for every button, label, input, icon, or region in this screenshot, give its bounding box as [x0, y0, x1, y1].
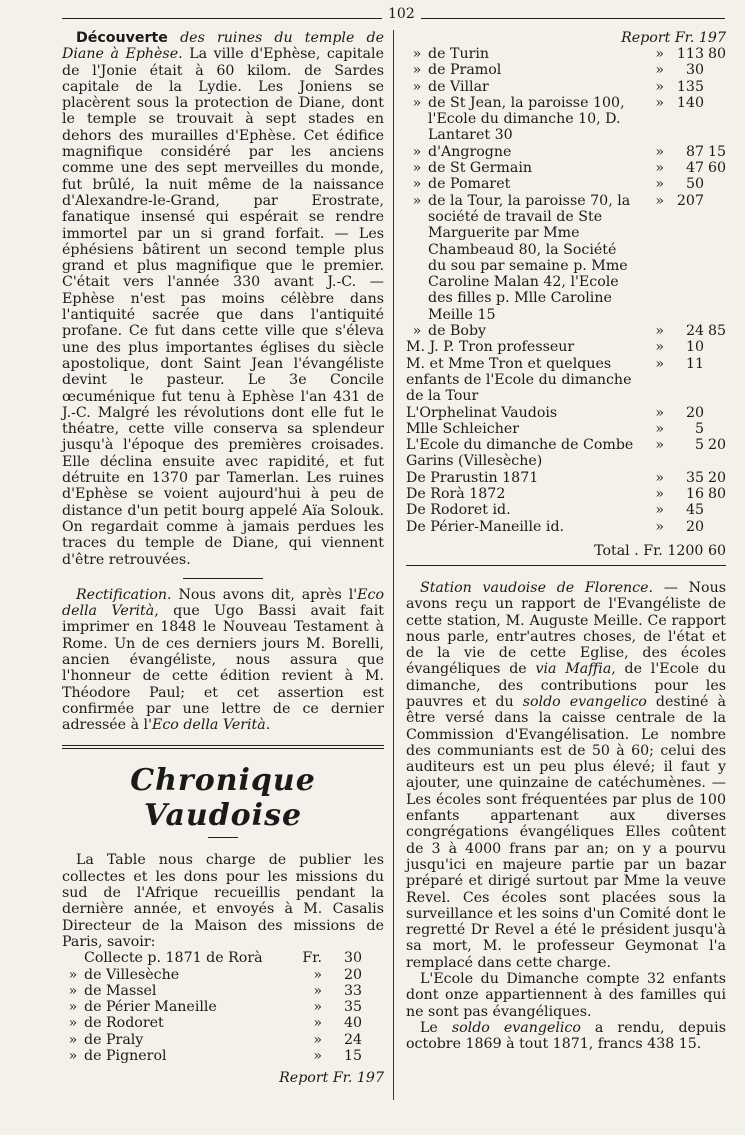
florence-text: , de l'Ecole du dimanche, des contributions pour les pauvres et du	[406, 661, 726, 710]
section-rule	[183, 578, 263, 579]
total-label: Total . Fr.	[594, 542, 663, 559]
list-row	[406, 339, 726, 355]
row-label: Mlle Schleicher	[406, 420, 520, 437]
row-label: de St Jean, la paroisse 100, l'Ecole du dimanche 10, D. Lantaret 30	[428, 94, 625, 144]
florence-title: Station vaudoise de Florence.	[420, 579, 653, 596]
row-label: de Rodoret	[84, 1015, 164, 1032]
row-mark: »	[412, 78, 422, 95]
row-mark: »	[412, 46, 422, 62]
row-amount: 35	[685, 469, 704, 486]
row-label: de Praly	[84, 1031, 144, 1048]
rectification-paragraph	[62, 587, 384, 734]
row-currency: »	[655, 62, 664, 79]
row-cents: 80	[707, 46, 726, 62]
row-label: de Pomaret	[428, 176, 511, 193]
row-amount: 20	[685, 518, 704, 535]
row-currency: »	[313, 1048, 322, 1065]
row-currency: »	[313, 999, 322, 1016]
row-currency: »	[313, 1031, 322, 1048]
row-label: de Pignerol	[84, 1048, 167, 1065]
row-label: de Villesèche	[84, 966, 180, 983]
article-subtitle: des ruines du temple de Diane à Ephèse.	[62, 30, 384, 63]
row-cents	[362, 1048, 384, 1064]
article-ephese	[62, 30, 384, 568]
article-body: La ville d'Ephèse, capitale de l'Jonie était à 60 kilom. de Sardes capitale de la Lydie. Les Joniens se placèrent sous la protection de Diane, dont le temple se trouvait à sept stades en dehors des murailles d'Ephèse. Cet édifice magnifique considéré par les anciens comme une des sept merveilles du monde, fut brûlé, la nuit même de la naissance d'Alexandre-le-Grand, par Erostrate, fanatique insensé qui espérait se rendre immortel par un si grand forfait. — Les éphésiens bâtirent un second temple plus grand et plus magnifique que le premier. C'était vers l'année 330 avant J.-C. — Ephèse n'est pas moins célèbre dans l'antiquité sacrée que dans l'antiquité profane. Ce fut dans cette ville que s'éleva une des plus importantes églises du siècle apostolique, dont Saint Jean l'évangéliste devint le pasteur. Le 3e Concile œcuménique fut tenu à Ephèse l'an 431 de J.-C. Malgré les révolutions dont elle fut le théatre, cette ville conserva sa splendeur jusqu'à l'époque des premières croisades. Elle déclina ensuite avec rapidité, et fut détruite en 1370 par Tamerlan. Les ruines d'Ephèse se voient aujourd'hui à peu de distance d'un petit bourg appelé Aïa Solouk. On regardait comme à jamais perdues les traces du temple de Diane, qui viennent d'être retrouvées.	[62, 46, 384, 568]
row-amount: 10	[685, 339, 704, 356]
florence-paragraph	[406, 580, 726, 971]
row-currency: »	[655, 78, 664, 95]
florence-italic: soldo evangelico	[451, 1019, 581, 1036]
list-row	[406, 323, 726, 339]
rectification-text: Nous avons dit, après l'	[178, 586, 358, 603]
row-amount: 47	[685, 160, 704, 177]
list-row	[406, 502, 726, 518]
row-cents	[704, 62, 726, 78]
row-label: De Rodoret id.	[406, 502, 511, 519]
row-amount: 20	[685, 404, 704, 421]
row-mark: »	[68, 999, 78, 1016]
row-currency: Fr.	[302, 950, 322, 967]
florence-paragraph-3	[406, 1020, 726, 1053]
list-row	[406, 519, 726, 535]
row-label: de Villar	[428, 78, 489, 95]
list-row	[406, 160, 726, 176]
row-amount: 15	[343, 1048, 362, 1065]
list-row	[62, 999, 384, 1015]
list-row	[406, 193, 726, 323]
row-amount: 207	[676, 192, 704, 209]
row-amount: 140	[676, 94, 704, 111]
row-label: de Boby	[428, 323, 487, 340]
row-cents	[704, 79, 726, 95]
row-label: de St Germain	[428, 160, 533, 177]
row-label: de Périer Maneille	[84, 999, 217, 1016]
row-amount: 113	[676, 46, 704, 62]
list-row	[406, 144, 726, 160]
row-mark: »	[412, 176, 422, 193]
row-currency: »	[655, 46, 664, 62]
list-row	[406, 95, 726, 144]
row-mark: »	[412, 143, 422, 160]
row-amount: 50	[685, 176, 704, 193]
row-mark: »	[412, 192, 422, 209]
row-mark: »	[412, 323, 422, 340]
row-currency: »	[313, 982, 322, 999]
row-cents: 20	[707, 469, 726, 486]
list-row	[406, 437, 726, 470]
row-amount: 135	[676, 78, 704, 95]
row-currency: »	[655, 437, 664, 454]
row-cents	[362, 983, 384, 999]
list-row	[406, 486, 726, 502]
row-currency: »	[655, 94, 664, 111]
total-rule	[406, 565, 726, 566]
row-cents: 15	[707, 143, 726, 160]
row-label: De Prarustin 1871	[406, 469, 539, 486]
row-currency: »	[655, 355, 664, 372]
row-amount: 5	[694, 437, 704, 454]
row-cents	[704, 176, 726, 192]
row-currency: »	[655, 143, 664, 160]
row-cents	[362, 967, 384, 983]
row-label: de Pramol	[428, 62, 502, 79]
row-cents	[704, 95, 726, 144]
heading-dash	[208, 837, 238, 838]
row-currency: »	[655, 192, 664, 209]
row-currency: »	[655, 160, 664, 177]
row-currency: »	[655, 420, 664, 437]
rectification-italic: Eco della Verità	[62, 586, 384, 620]
intro-paragraph: La Table nous charge de publier les collectes et les dons pour les missions du sud de l'Afrique recueillis pendant la dernière année, et envoyés à M. Casalis Directeur de la Maison des missions de Paris, savoir:	[62, 852, 384, 950]
list-row	[62, 983, 384, 999]
row-cents	[704, 421, 726, 437]
row-cents	[704, 502, 726, 518]
row-mark: »	[68, 1048, 78, 1065]
row-mark: »	[68, 966, 78, 983]
chronique-heading: Chronique Vaudoise	[130, 763, 316, 834]
right-column	[406, 30, 726, 1053]
row-mark: »	[68, 982, 78, 999]
list-row	[406, 176, 726, 192]
list-row	[62, 1015, 384, 1031]
rectification-label: Rectification.	[76, 586, 172, 603]
row-cents	[362, 1032, 384, 1048]
donation-list	[406, 46, 726, 339]
row-label: L'Ecole du dimanche de Combe Garins (Villesèche)	[406, 437, 634, 470]
donation-list-2	[406, 339, 726, 535]
row-amount: 24	[343, 1031, 362, 1048]
row-label: d'Angrogne	[428, 143, 512, 160]
collecte-list	[62, 950, 384, 1064]
row-label: De Périer-Maneille id.	[406, 518, 565, 535]
row-amount: 24	[685, 323, 704, 340]
florence-text: Le	[420, 1019, 452, 1036]
row-cents	[362, 999, 384, 1015]
column-divider	[393, 30, 394, 1100]
row-label: M. et Mme Tron et quelques enfants de l'Ecole du dimanche de la Tour	[406, 355, 632, 405]
row-label: Collecte p. 1871 de Rorà	[84, 950, 263, 967]
article-title: Découverte	[76, 30, 168, 46]
list-row	[62, 1032, 384, 1048]
florence-italic: soldo evangelico	[522, 693, 647, 710]
florence-paragraph-2: L'Ecole du Dimanche compte 32 enfants dont onze appartiennent à des familles qui ne sont pas évangéliques.	[406, 971, 726, 1020]
row-cents: 80	[707, 486, 726, 503]
list-row	[406, 79, 726, 95]
florence-text: destiné à être versé dans la caisse centrale de la Commission d'Evangélisation. Le nombre des communiants est de 50 à 60; celui des auditeurs est un peu plus élevé; il faut y ajouter, une quinzaine de catéchumènes. — Les écoles sont fréquentées par plus de 100 enfants appartenant aux diverses congrégations évangéliques Elles coûtent de 3 à 4000 frans par an; on y a pourvu jusqu'ici en majeure partie par un bazar préparé et dirigé surtout par Mme la veuve Revel. Ces écoles sont placées sous la surveillance et les soins d'un Comité dont le regretté Dr Revel a été le président jusqu'à sa mort, M. le professeur Geymonat l'a remplacé dans cette charge.	[406, 693, 726, 971]
list-row	[406, 356, 726, 405]
total-line	[406, 543, 726, 559]
left-column	[62, 30, 384, 1086]
row-label: M. J. P. Tron professeur	[406, 339, 575, 356]
row-currency: »	[655, 176, 664, 193]
row-label: de Massel	[84, 982, 157, 999]
florence-text: — Nous avons reçu un rapport de l'Evangéliste de cette station, M. Auguste Meille. Ce rapport nous parle, entr'autres choses, de l'état et de la vie de cette Eglise, des écoles évangéliques de	[406, 579, 727, 678]
row-amount: 33	[343, 982, 362, 999]
row-label: L'Orphelinat Vaudois	[406, 404, 558, 421]
total-value: 1200 60	[667, 542, 726, 559]
row-cents	[704, 193, 726, 323]
row-currency: »	[655, 339, 664, 356]
row-mark: »	[412, 160, 422, 177]
row-amount: 20	[343, 966, 362, 983]
list-row	[406, 46, 726, 62]
row-amount: 5	[694, 420, 704, 437]
row-label: De Rorà 1872	[406, 486, 506, 503]
row-currency: »	[313, 1015, 322, 1032]
list-row	[406, 405, 726, 421]
report-bottom: Report Fr. 197	[279, 1070, 384, 1087]
row-amount: 35	[343, 999, 362, 1016]
row-cents	[704, 356, 726, 405]
row-currency: »	[655, 404, 664, 421]
row-mark: »	[68, 1031, 78, 1048]
row-cents: 20	[707, 437, 726, 454]
row-mark	[62, 950, 84, 966]
row-cents	[704, 339, 726, 355]
page-number: 102	[382, 6, 421, 22]
row-currency: »	[655, 323, 664, 340]
row-currency: »	[655, 518, 664, 535]
row-mark: »	[68, 1015, 78, 1032]
list-row	[406, 470, 726, 486]
florence-text: a rendu, depuis octobre 1869 à tout 1871, francs 438 15.	[406, 1019, 726, 1053]
row-amount: 45	[685, 502, 704, 519]
row-cents	[704, 405, 726, 421]
row-amount: 16	[685, 486, 704, 503]
row-currency: »	[655, 502, 664, 519]
row-amount: 30	[685, 62, 704, 79]
row-amount: 40	[343, 1015, 362, 1032]
rectification-text: .	[265, 717, 271, 734]
row-amount: 30	[343, 950, 362, 967]
rectification-italic: Eco della Verità	[152, 717, 266, 734]
row-label: de Turin	[428, 46, 490, 62]
list-row	[62, 967, 384, 983]
florence-italic: via Maffia	[535, 661, 612, 678]
row-cents: 85	[707, 323, 726, 340]
list-row	[406, 421, 726, 437]
list-row	[406, 62, 726, 78]
row-cents: 60	[707, 160, 726, 177]
list-row	[62, 950, 384, 966]
row-cents	[362, 950, 384, 966]
row-cents	[704, 519, 726, 535]
row-currency: »	[313, 966, 322, 983]
double-rule	[62, 745, 384, 749]
row-amount: 11	[685, 355, 704, 372]
row-amount: 87	[685, 143, 704, 160]
row-mark: »	[412, 62, 422, 79]
rectification-text: , que Ugo Bassi avait fait imprimer en 1848 le Nouveau Testament à Rome. Un de ces derniers jours M. Borelli, ancien évangéliste, nous assura que l'honneur de cette édition revient à M. Théodore Paul; et cet assertion est confirmée par une lettre de ce dernier adressée à l'	[62, 603, 385, 734]
row-label: de la Tour, la paroisse 70, la société de travail de Ste Marguerite par Mme Chambeaud 80, la Société du sou par semaine p. Mme Caroline Malan 42, l'Ecole des filles p. Mlle Caroline Meille 15	[428, 192, 631, 323]
row-mark: »	[412, 94, 422, 111]
row-currency: »	[655, 469, 664, 486]
report-top: Report Fr. 197	[621, 30, 726, 46]
list-row	[62, 1048, 384, 1064]
row-currency: »	[655, 486, 664, 503]
row-cents	[362, 1015, 384, 1031]
